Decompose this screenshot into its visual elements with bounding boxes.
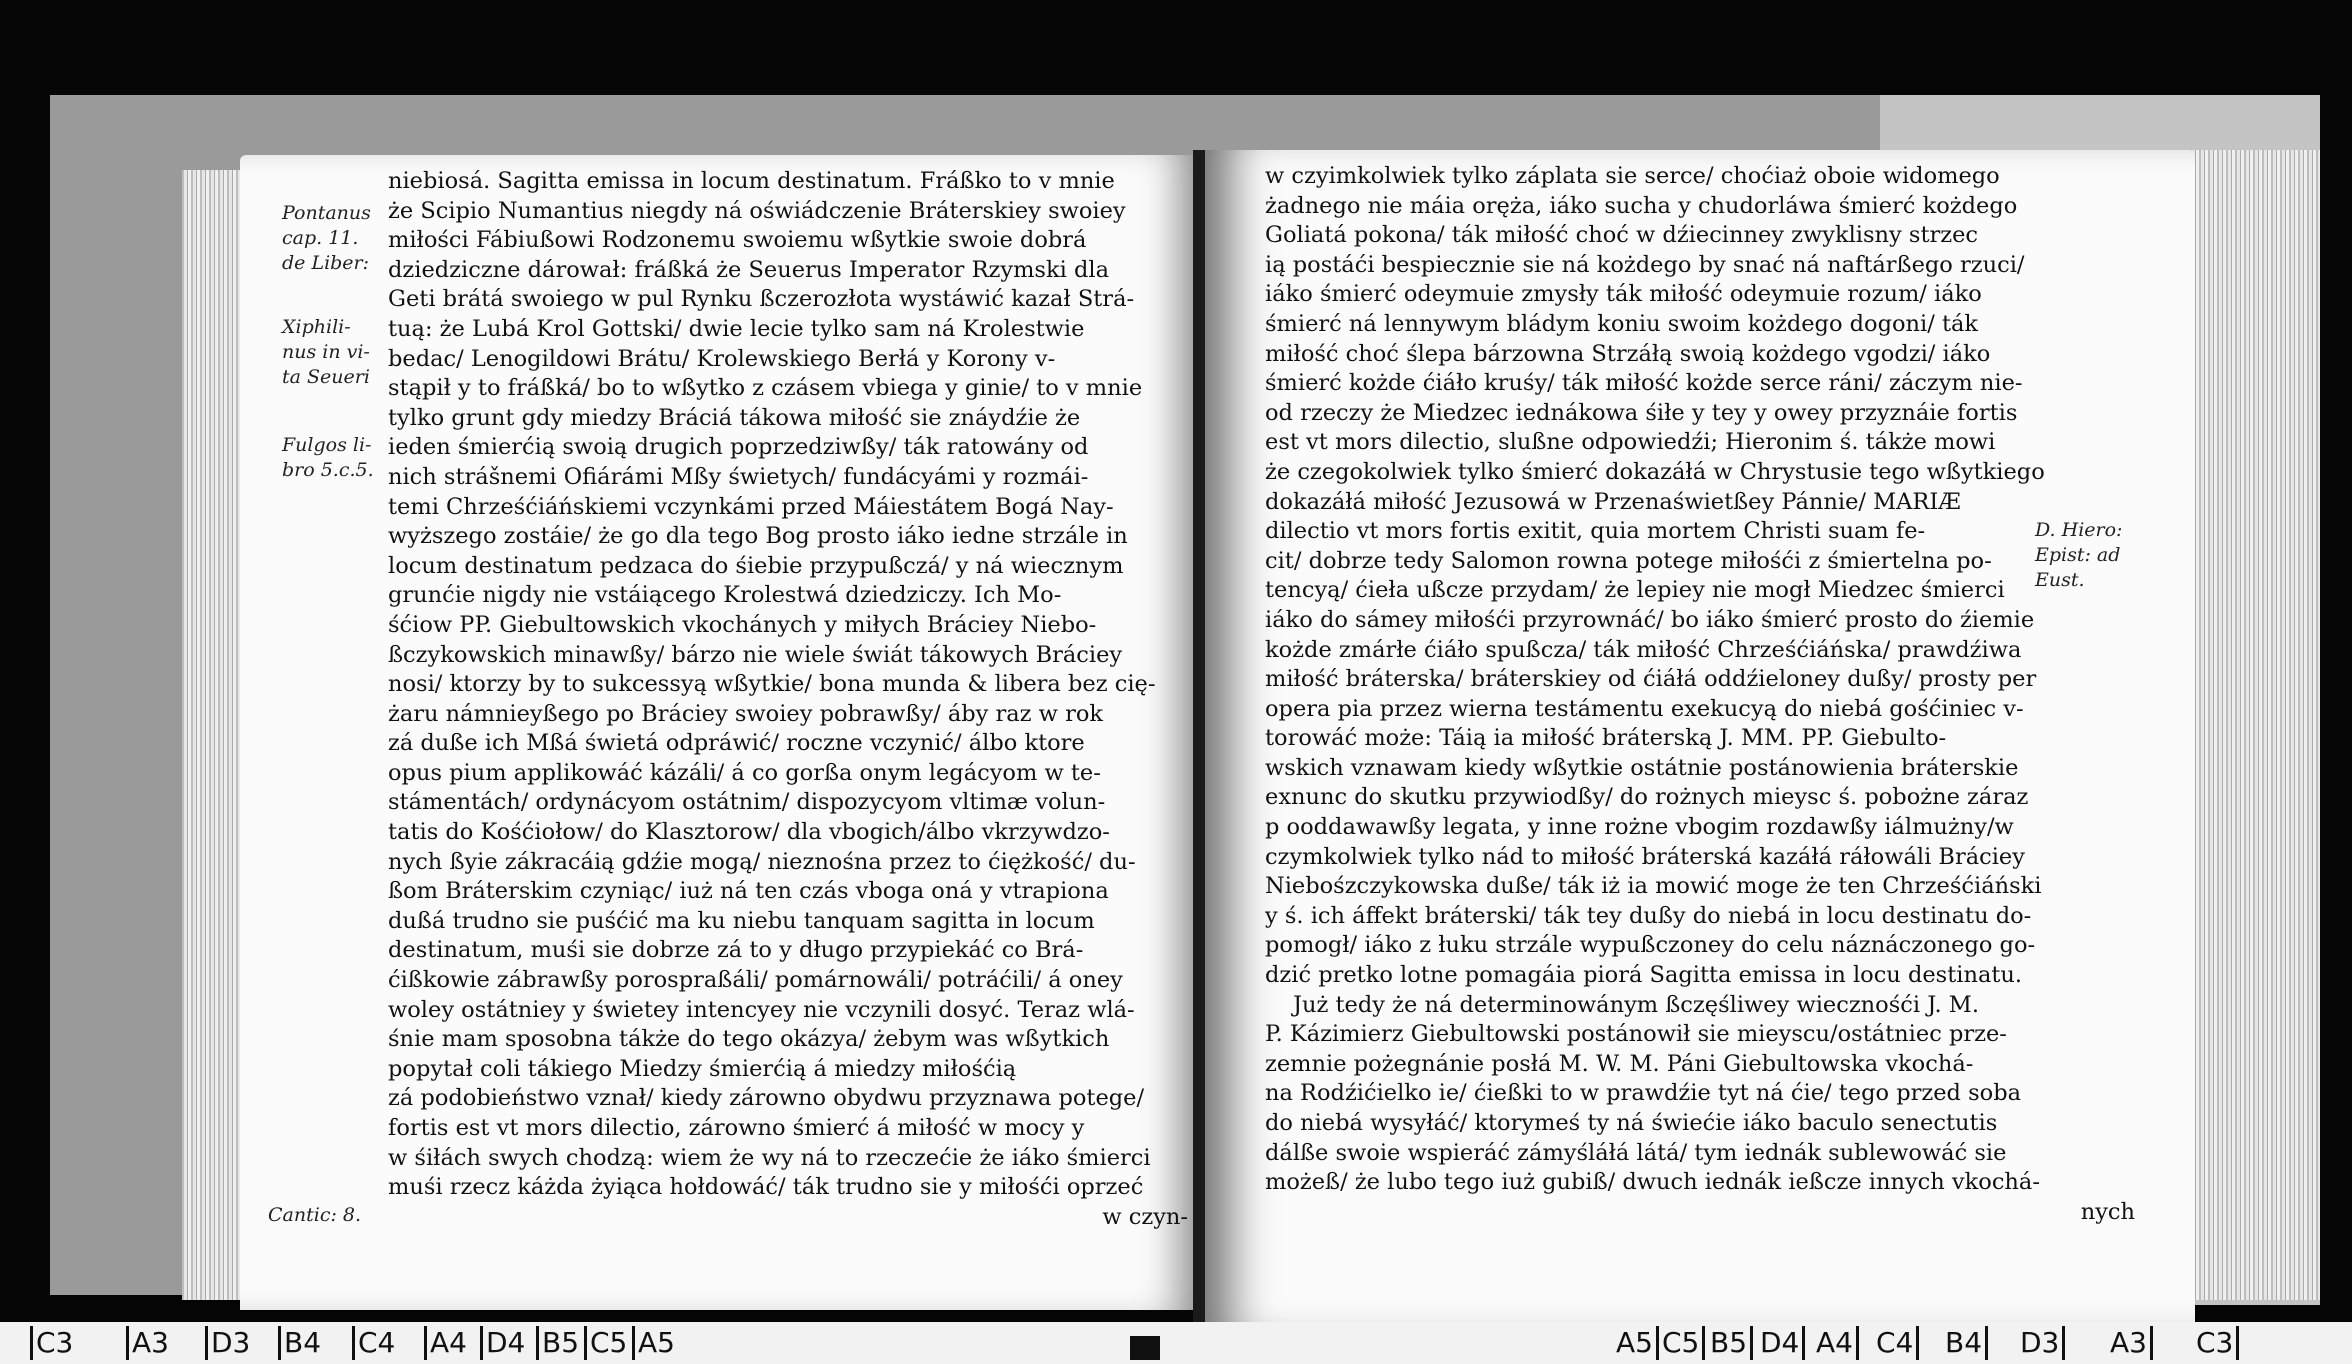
strip-code: C4 [1876, 1326, 1919, 1360]
text-line: możeß/ że lubo tego iuż gubiß/ dwuch iednák ießcze innych vkochá- [1265, 1169, 2040, 1196]
strip-code: D3 [2020, 1326, 2065, 1360]
strip-code: C3 [30, 1326, 73, 1360]
text-line: woley ostátniey y świetey intencyey nie vczynili dosyć. Teraz wlá- [388, 996, 1135, 1023]
text-line: grunćie nigdy nie vstáiącego Krolestwá dziedziczy. Ich Mo- [388, 582, 1062, 609]
text-line: opera pia przez wierna testámentu exekucyą do niebá gośćiniec v- [1265, 695, 2024, 722]
text-line: stąpił y to fráßká/ bo to wßytko z czásem vbiega y ginie/ to v mnie [388, 375, 1143, 402]
strip-code: B4 [1945, 1326, 1988, 1360]
margin-line: Pontanus [282, 202, 371, 224]
strip-code: B5 [1710, 1326, 1753, 1360]
text-line: zá duße ich Mßá świetá odpráwić/ roczne vczynić/ álbo ktore [388, 730, 1085, 757]
margin-line: Cantic: 8. [268, 1204, 362, 1226]
text-line: iáko śmierć odeymuie zmysły ták miłość odeymuie rozum/ iáko [1265, 281, 1982, 308]
text-line: na Rodźićielko ie/ ćießki to w prawdźie tyt ná ćie/ tego przed soba [1265, 1080, 2022, 1107]
text-line: locum destinatum pedzaca do śiebie przypußczá/ y ná wiecznym [388, 552, 1124, 579]
text-line: ią postáći bespiecznie sie ná kożdego by snać ná naftárßego rzuci/ [1265, 251, 2025, 278]
margin-line: Xiphili- [282, 316, 351, 338]
strip-code: B5 [536, 1326, 579, 1360]
text-line: destinatum, muśi sie dobrze zá to y długo przypiekáć co Brá- [388, 937, 1084, 964]
text-line: torowáć może: Táią ia miłość bráterską J. MM. PP. Giebulto- [1265, 725, 1947, 752]
text-line: est vt mors dilectio, slußne odpowiedźi; Hieronim ś. tákże mowi [1265, 429, 1996, 456]
text-line: y ś. ich áffekt bráterski/ ták tey dußy do niebá in locu destinatu do- [1265, 902, 2032, 929]
margin-line: ta Seueri [282, 366, 370, 388]
strip-code: C5 [584, 1326, 627, 1360]
text-line: wskich vznawam kiedy wßytkie ostátnie postánowienia bráterskie [1265, 754, 2019, 781]
text-line: temi Chrześćiáńskiemi vczynkámi przed Máiestátem Bogá Nay- [388, 493, 1114, 520]
text-line: Niebośzczykowska duße/ ták iż ia mowić moge że ten Chrześćiáński [1265, 873, 2042, 900]
text-line: Już tedy że ná determinowánym ßczęśliwey wiecznośći J. M. [1293, 991, 1979, 1018]
text-line: do niebá wysyłáć/ ktorymeś ty ná świećie iáko baculo senectutis [1265, 1110, 1998, 1136]
text-line: kożde zmárłe ćiáło spußcza/ ták miłość Chrześćiáńska/ prawdźiwa [1265, 636, 2022, 663]
text-line: śćiow PP. Giebultowskich vkochánych y miłych Bráciey Niebo- [388, 611, 1097, 638]
text-line: dziedziczne dárował: fráßká że Seuerus Imperator Rzymski dla [388, 256, 1109, 283]
margin-note-4 [268, 1203, 361, 1228]
text-line: w czyimkolwiek tylko záplata sie serce/ choćiaż oboie widomego [1265, 163, 2000, 189]
text-line: fortis est vt mors dilectio, zárowno śmierć á miłość w mocy y [388, 1115, 1085, 1141]
text-line: miłość choć ślepa bárzowna Strzáłą swoią kożdego vgodzi/ iáko [1265, 340, 1991, 367]
text-line: czymkolwiek tylko nád to miłość bráterská kazáłá ráłowáli Bráciey [1265, 843, 2025, 870]
text-line: P. Kázimierz Giebultowski postánowił sie mieyscu/ostátniec prze- [1265, 1021, 2007, 1048]
strip-code: D4 [480, 1326, 525, 1360]
text-line: nich strášnemi Ofiárámi Mßy świetych/ fundácyámi y rozmái- [388, 463, 1089, 490]
catchword: nych [2080, 1198, 2135, 1225]
margin-line: D. Hiero: [2035, 519, 2123, 541]
margin-note-right [2035, 518, 2122, 593]
text-line: dokazáłá miłość Jezusowá w Przenaświetßey Pánnie/ MARIÆ [1265, 488, 1961, 515]
strip-code: C3 [2196, 1326, 2239, 1360]
text-line: stámentách/ ordynácyom ostátnim/ dispozycyom vltimæ volun- [388, 789, 1106, 816]
text-line: dußá trudno sie puśćić ma ku niebu tanquam sagitta in locum [388, 907, 1095, 934]
text-line: w śiłách swych chodzą: wiem że wy ná to rzeczećie że iáko śmierci [388, 1144, 1151, 1171]
text-line: iáko do sámey miłośći przyrownáć/ bo iáko śmierć prosto do źiemie [1265, 606, 2035, 633]
text-line: nych ßyie zákracáią gdźie mogą/ nieznośna przez to ćiężkość/ du- [388, 848, 1136, 875]
margin-note-1 [282, 201, 371, 276]
text-line: Goliatá pokona/ ták miłość choć w dźiecinney zwyklisny strzec [1265, 222, 1979, 249]
margin-line: Eust. [2035, 569, 2085, 591]
strip-code: A3 [126, 1326, 169, 1360]
text-line: tatis do Kośćiołow/ do Klasztorow/ dla vbogich/álbo vkrzywdzo- [388, 819, 1110, 846]
text-line: ßczykowskich minawßy/ bárzo nie wiele świát tákowych Bráciey [388, 641, 1123, 668]
text-line: miłości Fábiußowi Rodzonemu swoiemu wßytkie swoie dobrá [388, 227, 1087, 254]
text-line: żaru námnieyßego po Bráciey swoiey pobrawßy/ áby raz w rok [388, 700, 1104, 727]
text-line: że czegokolwiek tylko śmierć dokazáłá w Chrystusie tego wßytkiego [1265, 458, 2045, 485]
text-line: popytał coli tákiego Miedzy śmierćią á miedzy miłośćią [388, 1055, 1017, 1082]
text-line: nosi/ ktorzy by to sukcessyą wßytkie/ bona munda & libera bez cię- [388, 671, 1156, 698]
margin-line: bro 5.c.5. [282, 459, 374, 481]
text-line: tuą: że Lubá Krol Gottski/ dwie lecie tylko sam ná Krolestwie [388, 315, 1085, 342]
strip-code: A4 [424, 1326, 467, 1360]
text-line: p ooddawawßy legata, y inne rożne vbogim rozdawßy iálmużny/w [1265, 814, 2014, 841]
strip-code: D4 [1760, 1326, 1805, 1360]
text-line: ieden śmierćią swoią drugich poprzedziwßy/ ták ratowány od [388, 434, 1089, 461]
text-line: zemnie pożegnánie posłá M. W. M. Páni Giebultowska vkochá- [1265, 1050, 1974, 1077]
text-line: ßom Bráterskim czyniąc/ iuż ná ten czás vboga oná y vtrapiona [388, 878, 1109, 905]
strip-code: A3 [2110, 1326, 2153, 1360]
text-line: dzić pretko lotne pomagáia piorá Sagitta emissa in locu destinatu. [1265, 962, 2023, 989]
strip-code: B4 [278, 1326, 321, 1360]
right-page-text [1265, 162, 2135, 1227]
text-line: śmierć kożde ćiáło kruśy/ ták miłość kożde serce ráni/ záczym nie- [1265, 370, 2023, 397]
page-edges-left [182, 170, 242, 1300]
text-line: pomogł/ iáko z łuku strzále wypußczoney do celu náznáczonego go- [1265, 932, 2036, 959]
text-line: niebiosá. Sagitta emissa in locum destinatum. Fráßko to v mnie [388, 168, 1115, 194]
right-page [1205, 150, 2195, 1325]
text-line: miłość bráterska/ bráterskiey od ćiáłá oddźieloney dußy/ prosty per [1265, 666, 2037, 693]
strip-code: C5 [1662, 1326, 1705, 1360]
left-page [240, 155, 1200, 1310]
text-line: żadnego nie máia oręża, iáko sucha y chudorláwa śmierć kożdego [1265, 192, 2018, 219]
margin-line: nus in vi- [282, 341, 370, 363]
text-line: tencyą/ ćieła ußcze przydam/ że lepiey nie mogł Miedzec śmierci [1265, 577, 2005, 604]
text-line: od rzeczy że Miedzec iednákowa śiłe y tey y owey przyznáie fortis [1265, 399, 2018, 426]
text-line: śnie mam sposobna tákże do tego okázya/ żebym was wßytkich [388, 1026, 1110, 1053]
text-line: dilectio vt mors fortis exitit, quia mortem Christi suam fe- [1265, 518, 1926, 545]
strip-center-mark [1130, 1336, 1160, 1360]
margin-line: de Liber: [282, 252, 370, 274]
margin-note-2 [282, 315, 370, 390]
strip-code: A5 [632, 1326, 675, 1360]
text-line: dálße swoie wspieráć zámyśláłá látá/ tym iednák sublewowáć sie [1265, 1139, 2007, 1166]
text-line: śmierć ná lennywym bládym koniu swoim kożdego dogoni/ ták [1265, 310, 1979, 337]
text-line: opus pium applikowáć kázáli/ á co gorßa onym legácyom w te- [388, 759, 1101, 786]
text-line: ćißkowie zábrawßy porospraßáli/ pomárnowáli/ potráćili/ á oney [388, 967, 1123, 994]
text-line: tylko grunt gdy miedzy Bráciá tákowa miłość sie znáydźie że [388, 404, 1081, 431]
margin-line: Epist: ad [2035, 544, 2121, 566]
text-line: bedac/ Lenogildowi Brátu/ Krolewskiego Berłá y Korony v- [388, 345, 1056, 372]
strip-code: D3 [205, 1326, 250, 1360]
text-line: muśi rzecz káżda żyiąca hołdowáć/ ták trudno sie y miłośći oprzeć [388, 1174, 1144, 1201]
text-line: Geti brátá swoiego w pul Rynku ßczerozłota wystáwić kazał Strá- [388, 286, 1135, 313]
strip-code: C4 [352, 1326, 395, 1360]
margin-note-3 [282, 433, 374, 483]
text-line: exnunc do skutku przywiodßy/ do rożnych mieysc ś. pobożne záraz [1265, 784, 2029, 811]
text-line: cit/ dobrze tedy Salomon rowna potege miłośći z śmiertelna po- [1265, 547, 1992, 574]
text-line: zá podobieństwo vznał/ kiedy zárowno obydwu przyznawa potege/ [388, 1085, 1145, 1112]
left-page-text [388, 167, 1188, 1232]
margin-line: Fulgos li- [282, 434, 372, 456]
text-line: wyższego zostáie/ że go dla tego Bog prosto iáko iedne strzále in [388, 523, 1128, 550]
strip-code: A4 [1816, 1326, 1859, 1360]
page-edges-right [2190, 150, 2320, 1300]
strip-code: A5 [1616, 1326, 1659, 1360]
catchword: w czyn- [1102, 1203, 1188, 1230]
margin-line: cap. 11. [282, 227, 359, 249]
text-line: że Scipio Numantius niegdy ná oświádczenie Bráterskiey swoiey [388, 197, 1126, 224]
